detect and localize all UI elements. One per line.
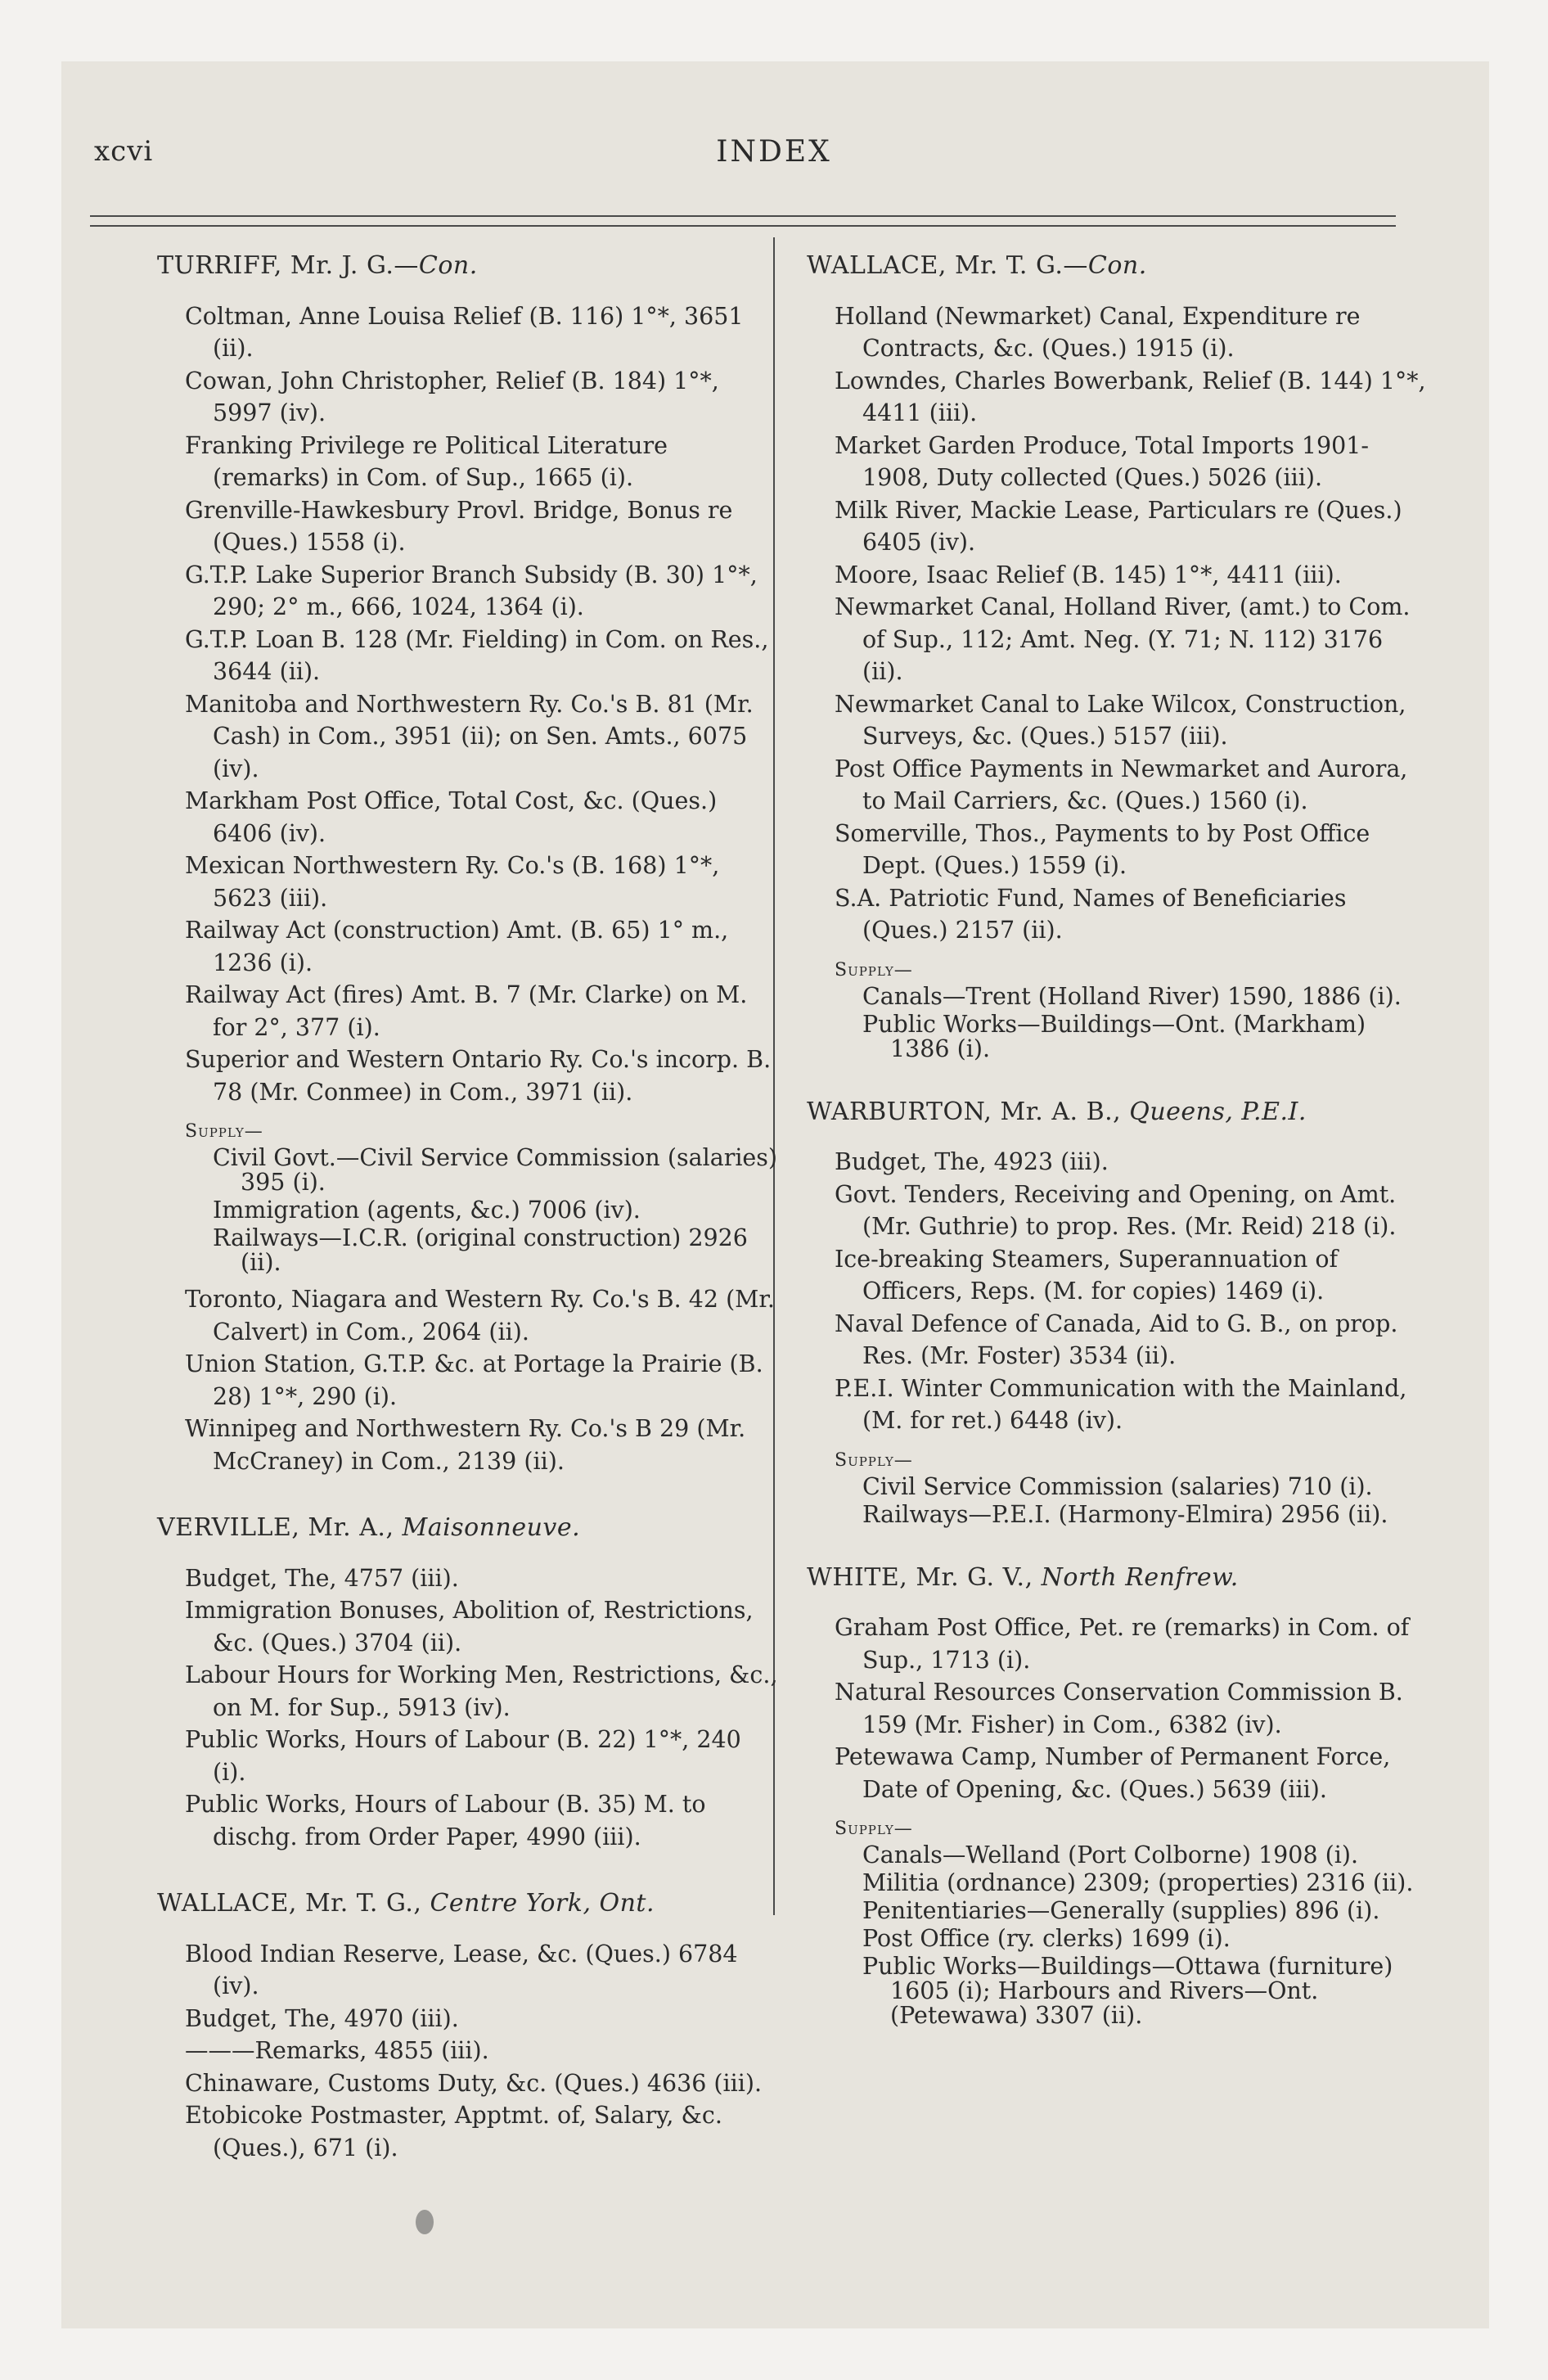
index-entry: Newmarket Canal to Lake Wilcox, Construction, Surveys, &c. (Ques.) 5157 (iii).	[835, 690, 1406, 750]
index-entry: Budget, The, 4970 (iii).	[185, 2004, 459, 2032]
index-entry: Superior and Western Ontario Ry. Co.'s incorp. B. 78 (Mr. Conmee) in Com., 3971 (ii).	[185, 1046, 772, 1106]
index-entry: Graham Post Office, Pet. re (remarks) in Com. of Sup., 1713 (i).	[835, 1614, 1410, 1674]
index-entry: Mexican Northwestern Ry. Co.'s (B. 168) 1°*, 5623 (iii).	[185, 852, 720, 912]
left-column	[157, 250, 779, 2164]
supply-entry: Public Works—Buildings—Ottawa (furniture) 1605 (i); Harbours and Rivers—Ont. (Petewawa) 3307 (ii).	[862, 1953, 1393, 2029]
supply-entry: Canals—Welland (Port Colborne) 1908 (i).	[862, 1841, 1359, 1868]
index-entry: G.T.P. Lake Superior Branch Subsidy (B. 30) 1°*, 290; 2° m., 666, 1024, 1364 (i).	[185, 561, 758, 620]
supply-entry: Militia (ordnance) 2309; (properties) 2316 (ii).	[862, 1869, 1414, 1896]
index-entry: Lowndes, Charles Bowerbank, Relief (B. 144) 1°*, 4411 (iii).	[835, 367, 1426, 426]
index-entry: G.T.P. Loan B. 128 (Mr. Fielding) in Com. on Res., 3644 (ii).	[185, 625, 769, 685]
index-entry: Railway Act (construction) Amt. (B. 65) 1° m., 1236 (i).	[185, 917, 729, 976]
index-entry: Markham Post Office, Total Cost, &c. (Ques.) 6406 (iv).	[185, 787, 718, 847]
member-heading-white: WHITE, Mr. G. V., North Renfrew.	[807, 1562, 1239, 1592]
supply-entry: Canals—Trent (Holland River) 1590, 1886 (i).	[862, 982, 1402, 1010]
supply-label: Supply—	[185, 1121, 263, 1142]
right-column	[807, 250, 1429, 2031]
index-entry: Post Office Payments in Newmarket and Aurora, to Mail Carriers, &c. (Ques.) 1560 (i).	[835, 755, 1408, 814]
header-rule-top	[90, 215, 1396, 217]
supply-entry: Post Office (ry. clerks) 1699 (i).	[862, 1925, 1231, 1952]
index-entry: Cowan, John Christopher, Relief (B. 184) 1°*, 5997 (iv).	[185, 367, 719, 426]
supply-entry: Civil Govt.—Civil Service Commission (salaries) 395 (i).	[213, 1144, 778, 1196]
index-entry: Public Works, Hours of Labour (B. 35) M. to dischg. from Order Paper, 4990 (iii).	[185, 1791, 706, 1850]
index-entry: S.A. Patriotic Fund, Names of Beneficiaries (Ques.) 2157 (ii).	[835, 884, 1347, 944]
index-entry: Naval Defence of Canada, Aid to G. B., on prop. Res. (Mr. Foster) 3534 (ii).	[835, 1309, 1398, 1369]
member-heading-turriff: TURRIFF, Mr. J. G.—Con.	[157, 251, 478, 280]
index-entry: Natural Resources Conservation Commission B. 159 (Mr. Fisher) in Com., 6382 (iv).	[835, 1679, 1403, 1738]
supply-label: Supply—	[835, 1449, 913, 1471]
index-entry: Somerville, Thos., Payments to by Post Office Dept. (Ques.) 1559 (i).	[835, 819, 1370, 879]
index-entry: Ice-breaking Steamers, Superannuation of Officers, Reps. (M. for copies) 1469 (i).	[835, 1245, 1339, 1305]
index-entry: Milk River, Mackie Lease, Particulars re (Ques.) 6405 (iv).	[835, 496, 1402, 556]
supply-entry: Railways—P.E.I. (Harmony-Elmira) 2956 (ii).	[862, 1500, 1388, 1528]
index-entry: Moore, Isaac Relief (B. 145) 1°*, 4411 (iii).	[835, 561, 1342, 588]
index-entry: Petewawa Camp, Number of Permanent Force, Date of Opening, &c. (Ques.) 5639 (iii).	[835, 1743, 1391, 1803]
index-entry: ———Remarks, 4855 (iii).	[185, 2037, 489, 2064]
member-heading-wallace: WALLACE, Mr. T. G., Centre York, Ont.	[157, 1889, 655, 1918]
index-entry: Newmarket Canal, Holland River, (amt.) to Com. of Sup., 112; Amt. Neg. (Y. 71; N. 112) 3176 (ii).	[835, 593, 1411, 685]
running-head: INDEX	[716, 135, 832, 169]
supply-entry: Public Works—Buildings—Ont. (Markham) 1386 (i).	[862, 1010, 1366, 1062]
supply-entry: Immigration (agents, &c.) 7006 (iv).	[213, 1197, 641, 1224]
index-entry: Public Works, Hours of Labour (B. 22) 1°*, 240 (i).	[185, 1726, 741, 1786]
index-entry: Immigration Bonuses, Abolition of, Restrictions, &c. (Ques.) 3704 (ii).	[185, 1597, 754, 1657]
index-entry: Govt. Tenders, Receiving and Opening, on Amt. (Mr. Guthrie) to prop. Res. (Mr. Reid) 218 (i).	[835, 1180, 1397, 1240]
index-entry: Etobicoke Postmaster, Apptmt. of, Salary, &c. (Ques.), 671 (i).	[185, 2102, 722, 2161]
index-entry: Holland (Newmarket) Canal, Expenditure re Contracts, &c. (Ques.) 1915 (i).	[835, 302, 1361, 362]
index-entry: Chinaware, Customs Duty, &c. (Ques.) 4636 (iii).	[185, 2069, 763, 2097]
supply-label: Supply—	[835, 1819, 913, 1839]
member-heading-wallace-continued: WALLACE, Mr. T. G.—Con.	[807, 251, 1147, 280]
index-entry: Winnipeg and Northwestern Ry. Co.'s B 29 (Mr. McCraney) in Com., 2139 (ii).	[185, 1415, 746, 1475]
index-entry: Coltman, Anne Louisa Relief (B. 116) 1°*, 3651 (ii).	[185, 302, 744, 362]
member-heading-verville: VERVILLE, Mr. A., Maisonneuve.	[157, 1513, 581, 1542]
supply-label: Supply—	[835, 959, 913, 980]
index-entry: Railway Act (fires) Amt. B. 7 (Mr. Clarke) on M. for 2°, 377 (i).	[185, 981, 748, 1041]
ink-smudge	[416, 2210, 434, 2234]
supply-entry: Railways—I.C.R. (original construction) 2926 (ii).	[213, 1224, 748, 1276]
index-entry: Budget, The, 4923 (iii).	[835, 1148, 1109, 1175]
index-entry: Market Garden Produce, Total Imports 1901-1908, Duty collected (Ques.) 5026 (iii).	[835, 431, 1370, 491]
index-entry: Union Station, G.T.P. &c. at Portage la Prairie (B. 28) 1°*, 290 (i).	[185, 1350, 763, 1410]
index-entry: Budget, The, 4757 (iii).	[185, 1564, 459, 1592]
page-number: xcvi	[94, 135, 154, 168]
index-entry: Labour Hours for Working Men, Restrictions, &c., on M. for Sup., 5913 (iv).	[185, 1661, 778, 1721]
index-entry: Franking Privilege re Political Literature (remarks) in Com. of Sup., 1665 (i).	[185, 431, 668, 491]
index-entry: Grenville-Hawkesbury Provl. Bridge, Bonus re (Ques.) 1558 (i).	[185, 496, 733, 556]
index-entry: P.E.I. Winter Communication with the Mainland, (M. for ret.) 6448 (iv).	[835, 1374, 1407, 1434]
member-heading-warburton: WARBURTON, Mr. A. B., Queens, P.E.I.	[807, 1097, 1307, 1126]
index-entry: Manitoba and Northwestern Ry. Co.'s B. 81 (Mr. Cash) in Com., 3951 (ii); on Sen. Amts., 6075 (iv).	[185, 690, 754, 782]
index-entry: Blood Indian Reserve, Lease, &c. (Ques.) 6784 (iv).	[185, 1940, 738, 1999]
supply-entry: Civil Service Commission (salaries) 710 (i).	[862, 1472, 1373, 1500]
supply-entry: Penitentiaries—Generally (supplies) 896 (i).	[862, 1897, 1380, 1924]
index-entry: Toronto, Niagara and Western Ry. Co.'s B. 42 (Mr. Calvert) in Com., 2064 (ii).	[185, 1286, 775, 1346]
header-rule-bottom	[90, 225, 1396, 227]
